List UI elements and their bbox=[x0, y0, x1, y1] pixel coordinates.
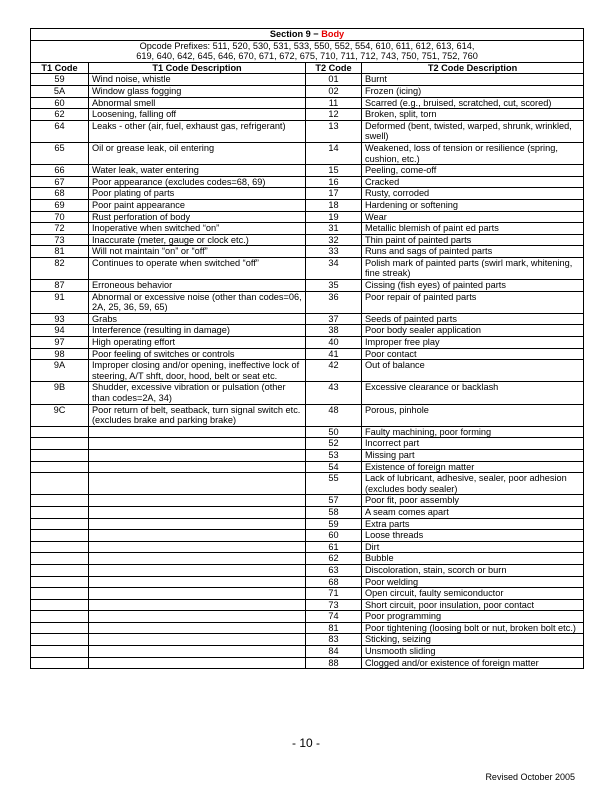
t2-description-cell: Discoloration, stain, scorch or burn bbox=[362, 564, 584, 576]
t1-description-cell: Continues to operate when switched “off” bbox=[89, 257, 306, 279]
table-row bbox=[31, 382, 584, 404]
table-row bbox=[31, 530, 584, 542]
t2-description-cell: Wear bbox=[362, 211, 584, 223]
table-row bbox=[31, 291, 584, 313]
t1-code-cell: 59 bbox=[31, 74, 89, 86]
t2-code-cell: 68 bbox=[306, 576, 362, 588]
t2-description-cell: Short circuit, poor insulation, poor contact bbox=[362, 599, 584, 611]
t2-code-cell: 61 bbox=[306, 541, 362, 553]
t1-code-cell bbox=[31, 646, 89, 658]
t1-description-cell: Loosening, falling off bbox=[89, 109, 306, 121]
t1-description-cell bbox=[89, 473, 306, 495]
t1-code-cell: 5A bbox=[31, 85, 89, 97]
table-row bbox=[31, 473, 584, 495]
table-row bbox=[31, 109, 584, 121]
t2-code-cell: 81 bbox=[306, 622, 362, 634]
table-row bbox=[31, 176, 584, 188]
t1-code-cell bbox=[31, 530, 89, 542]
table-row bbox=[31, 404, 584, 426]
section-name: Body bbox=[321, 29, 345, 39]
t2-description-cell: Extra parts bbox=[362, 518, 584, 530]
t1-description-cell bbox=[89, 461, 306, 473]
t1-description-cell: High operating effort bbox=[89, 337, 306, 349]
t2-code-cell: 02 bbox=[306, 85, 362, 97]
t1-code-cell bbox=[31, 564, 89, 576]
t2-description-cell: Open circuit, faulty semiconductor bbox=[362, 588, 584, 600]
table-row bbox=[31, 246, 584, 258]
t2-code-cell: 32 bbox=[306, 234, 362, 246]
t1-code-cell bbox=[31, 506, 89, 518]
t1-description-cell bbox=[89, 576, 306, 588]
table-row bbox=[31, 553, 584, 565]
t2-description-cell: Bubble bbox=[362, 553, 584, 565]
section-title-row bbox=[31, 29, 584, 41]
t2-description-cell: Loose threads bbox=[362, 530, 584, 542]
t1-description-cell: Grabs bbox=[89, 313, 306, 325]
t2-description-cell: A seam comes apart bbox=[362, 506, 584, 518]
t1-code-cell: 65 bbox=[31, 142, 89, 164]
table-row bbox=[31, 426, 584, 438]
t2-code-cell: 53 bbox=[306, 449, 362, 461]
header-row bbox=[31, 62, 584, 74]
t2-code-cell: 63 bbox=[306, 564, 362, 576]
t2-description-cell: Broken, split, torn bbox=[362, 109, 584, 121]
t2-code-cell: 17 bbox=[306, 188, 362, 200]
t2-code-cell: 58 bbox=[306, 506, 362, 518]
t1-code-cell bbox=[31, 518, 89, 530]
t2-description-cell: Unsmooth sliding bbox=[362, 646, 584, 658]
table-row bbox=[31, 85, 584, 97]
t2-code-cell: 54 bbox=[306, 461, 362, 473]
t1-code-cell bbox=[31, 426, 89, 438]
t1-description-cell bbox=[89, 634, 306, 646]
opcode-line-2: 619, 640, 642, 645, 646, 670, 671, 672, 675, 710, 711, 712, 743, 750, 751, 752, 760 bbox=[136, 51, 478, 62]
header-t2-code: T2 Code bbox=[306, 62, 362, 74]
t2-code-cell: 18 bbox=[306, 199, 362, 211]
t1-description-cell: Interference (resulting in damage) bbox=[89, 325, 306, 337]
t1-description-cell: Oil or grease leak, oil entering bbox=[89, 142, 306, 164]
t1-description-cell bbox=[89, 611, 306, 623]
t1-code-cell: 94 bbox=[31, 325, 89, 337]
t1-description-cell bbox=[89, 438, 306, 450]
t1-description-cell: Poor plating of parts bbox=[89, 188, 306, 200]
t2-code-cell: 84 bbox=[306, 646, 362, 658]
t1-description-cell: Leaks - other (air, fuel, exhaust gas, refrigerant) bbox=[89, 120, 306, 142]
table-row bbox=[31, 360, 584, 382]
t2-description-cell: Runs and sags of painted parts bbox=[362, 246, 584, 258]
header-t1-description: T1 Code Description bbox=[89, 62, 306, 74]
t1-description-cell bbox=[89, 622, 306, 634]
t1-description-cell bbox=[89, 495, 306, 507]
t2-code-cell: 38 bbox=[306, 325, 362, 337]
t1-description-cell: Abnormal or excessive noise (other than codes=06, 2A, 25, 36, 59, 65) bbox=[89, 291, 306, 313]
t1-description-cell bbox=[89, 599, 306, 611]
t2-code-cell: 71 bbox=[306, 588, 362, 600]
t2-description-cell: Missing part bbox=[362, 449, 584, 461]
t1-code-cell bbox=[31, 611, 89, 623]
t2-code-cell: 33 bbox=[306, 246, 362, 258]
section-title bbox=[31, 29, 584, 41]
header-t1-code: T1 Code bbox=[31, 62, 89, 74]
t2-code-cell: 13 bbox=[306, 120, 362, 142]
t1-description-cell: Shudder, excessive vibration or pulsation (other than codes=2A, 34) bbox=[89, 382, 306, 404]
t1-description-cell: Erroneous behavior bbox=[89, 280, 306, 292]
t2-code-cell: 12 bbox=[306, 109, 362, 121]
t2-description-cell: Poor programming bbox=[362, 611, 584, 623]
t2-description-cell: Peeling, come-off bbox=[362, 165, 584, 177]
t2-code-cell: 11 bbox=[306, 97, 362, 109]
t2-description-cell: Metallic blemish of paint ed parts bbox=[362, 223, 584, 235]
t1-code-cell bbox=[31, 599, 89, 611]
table-row bbox=[31, 622, 584, 634]
t1-description-cell bbox=[89, 530, 306, 542]
t2-code-cell: 01 bbox=[306, 74, 362, 86]
t1-code-cell: 66 bbox=[31, 165, 89, 177]
table-row bbox=[31, 634, 584, 646]
table-row bbox=[31, 348, 584, 360]
t1-description-cell bbox=[89, 426, 306, 438]
t1-description-cell bbox=[89, 449, 306, 461]
t2-code-cell: 34 bbox=[306, 257, 362, 279]
table-row bbox=[31, 576, 584, 588]
t1-description-cell: Poor feeling of switches or controls bbox=[89, 348, 306, 360]
t1-code-cell: 68 bbox=[31, 188, 89, 200]
t2-description-cell: Poor welding bbox=[362, 576, 584, 588]
table-row bbox=[31, 564, 584, 576]
t1-description-cell: Poor appearance (excludes codes=68, 69) bbox=[89, 176, 306, 188]
t2-description-cell: Poor body sealer application bbox=[362, 325, 584, 337]
t1-description-cell: Poor return of belt, seatback, turn signal switch etc. (excludes brake and parking brake) bbox=[89, 404, 306, 426]
table-row bbox=[31, 506, 584, 518]
t1-code-cell: 67 bbox=[31, 176, 89, 188]
t2-code-cell: 50 bbox=[306, 426, 362, 438]
t2-code-cell: 55 bbox=[306, 473, 362, 495]
t2-description-cell: Poor tightening (loosing bolt or nut, broken bolt etc.) bbox=[362, 622, 584, 634]
t1-code-cell: 70 bbox=[31, 211, 89, 223]
t2-code-cell: 73 bbox=[306, 599, 362, 611]
table-row bbox=[31, 257, 584, 279]
t1-code-cell bbox=[31, 541, 89, 553]
t1-code-cell: 81 bbox=[31, 246, 89, 258]
t2-description-cell: Thin paint of painted parts bbox=[362, 234, 584, 246]
t2-code-cell: 41 bbox=[306, 348, 362, 360]
table-row bbox=[31, 657, 584, 669]
t1-description-cell: Abnormal smell bbox=[89, 97, 306, 109]
t1-code-cell: 98 bbox=[31, 348, 89, 360]
t2-description-cell: Existence of foreign matter bbox=[362, 461, 584, 473]
t1-code-cell bbox=[31, 495, 89, 507]
t1-code-cell: 9B bbox=[31, 382, 89, 404]
t2-description-cell: Cracked bbox=[362, 176, 584, 188]
t2-code-cell: 37 bbox=[306, 313, 362, 325]
t1-code-cell bbox=[31, 449, 89, 461]
t1-description-cell bbox=[89, 657, 306, 669]
section-prefix: Section 9 − bbox=[269, 29, 322, 39]
t1-code-cell: 82 bbox=[31, 257, 89, 279]
t2-code-cell: 14 bbox=[306, 142, 362, 164]
t1-code-cell bbox=[31, 657, 89, 669]
t1-description-cell bbox=[89, 553, 306, 565]
table-row bbox=[31, 120, 584, 142]
table-row bbox=[31, 165, 584, 177]
t2-description-cell: Rusty, corroded bbox=[362, 188, 584, 200]
t2-description-cell: Dirt bbox=[362, 541, 584, 553]
table-row bbox=[31, 518, 584, 530]
table-row bbox=[31, 495, 584, 507]
t2-code-cell: 31 bbox=[306, 223, 362, 235]
t1-code-cell: 73 bbox=[31, 234, 89, 246]
t1-description-cell: Water leak, water entering bbox=[89, 165, 306, 177]
opcode-row bbox=[31, 40, 584, 62]
t1-description-cell: Inaccurate (meter, gauge or clock etc.) bbox=[89, 234, 306, 246]
t2-code-cell: 83 bbox=[306, 634, 362, 646]
page-number: - 10 - bbox=[291, 736, 320, 750]
t2-description-cell: Poor fit, poor assembly bbox=[362, 495, 584, 507]
table-row bbox=[31, 280, 584, 292]
t1-description-cell: Wind noise, whistle bbox=[89, 74, 306, 86]
t2-description-cell: Excessive clearance or backlash bbox=[362, 382, 584, 404]
t1-description-cell: Poor paint appearance bbox=[89, 199, 306, 211]
t1-code-cell: 64 bbox=[31, 120, 89, 142]
opcode-prefixes bbox=[31, 40, 584, 62]
t2-code-cell: 59 bbox=[306, 518, 362, 530]
t2-code-cell: 52 bbox=[306, 438, 362, 450]
t1-code-cell: 72 bbox=[31, 223, 89, 235]
t1-description-cell: Rust perforation of body bbox=[89, 211, 306, 223]
t1-description-cell bbox=[89, 564, 306, 576]
table-row bbox=[31, 313, 584, 325]
t2-code-cell: 60 bbox=[306, 530, 362, 542]
t2-code-cell: 19 bbox=[306, 211, 362, 223]
t2-code-cell: 43 bbox=[306, 382, 362, 404]
t1-code-cell: 97 bbox=[31, 337, 89, 349]
t1-description-cell bbox=[89, 541, 306, 553]
t2-code-cell: 88 bbox=[306, 657, 362, 669]
t2-code-cell: 15 bbox=[306, 165, 362, 177]
t2-description-cell: Weakened, loss of tension or resilience (spring, cushion, etc.) bbox=[362, 142, 584, 164]
t2-description-cell: Porous, pinhole bbox=[362, 404, 584, 426]
t2-description-cell: Burnt bbox=[362, 74, 584, 86]
t1-code-cell bbox=[31, 461, 89, 473]
t2-description-cell: Deformed (bent, twisted, warped, shrunk, wrinkled, swell) bbox=[362, 120, 584, 142]
revision-note: Revised October 2005 bbox=[485, 772, 575, 782]
table-row bbox=[31, 611, 584, 623]
table-row bbox=[31, 188, 584, 200]
t2-description-cell: Hardening or softening bbox=[362, 199, 584, 211]
table-row bbox=[31, 438, 584, 450]
t1-description-cell: Will not maintain “on” or “off” bbox=[89, 246, 306, 258]
table-row bbox=[31, 223, 584, 235]
t1-code-cell bbox=[31, 588, 89, 600]
table-row bbox=[31, 142, 584, 164]
t1-code-cell: 62 bbox=[31, 109, 89, 121]
table-row bbox=[31, 211, 584, 223]
t2-code-cell: 57 bbox=[306, 495, 362, 507]
t1-code-cell: 60 bbox=[31, 97, 89, 109]
t1-code-cell bbox=[31, 576, 89, 588]
t2-description-cell: Poor contact bbox=[362, 348, 584, 360]
table-row bbox=[31, 234, 584, 246]
t2-code-cell: 62 bbox=[306, 553, 362, 565]
t2-description-cell: Clogged and/or existence of foreign matter bbox=[362, 657, 584, 669]
t2-description-cell: Poor repair of painted parts bbox=[362, 291, 584, 313]
t2-code-cell: 40 bbox=[306, 337, 362, 349]
t2-description-cell: Polish mark of painted parts (swirl mark, whitening, fine streak) bbox=[362, 257, 584, 279]
t1-code-cell: 91 bbox=[31, 291, 89, 313]
table-row bbox=[31, 337, 584, 349]
t2-code-cell: 48 bbox=[306, 404, 362, 426]
t1-code-cell bbox=[31, 438, 89, 450]
t2-code-cell: 36 bbox=[306, 291, 362, 313]
t1-description-cell bbox=[89, 646, 306, 658]
t2-code-cell: 74 bbox=[306, 611, 362, 623]
t1-code-cell bbox=[31, 634, 89, 646]
table-row bbox=[31, 74, 584, 86]
t1-code-cell bbox=[31, 553, 89, 565]
table-row bbox=[31, 646, 584, 658]
t2-code-cell: 42 bbox=[306, 360, 362, 382]
header-t2-description: T2 Code Description bbox=[362, 62, 584, 74]
t2-description-cell: Improper free play bbox=[362, 337, 584, 349]
table-row bbox=[31, 588, 584, 600]
t2-description-cell: Cissing (fish eyes) of painted parts bbox=[362, 280, 584, 292]
t1-code-cell: 93 bbox=[31, 313, 89, 325]
t1-description-cell: Inoperative when switched “on” bbox=[89, 223, 306, 235]
t2-description-cell: Lack of lubricant, adhesive, sealer, poor adhesion (excludes body sealer) bbox=[362, 473, 584, 495]
t1-code-cell: 87 bbox=[31, 280, 89, 292]
t2-description-cell: Seeds of painted parts bbox=[362, 313, 584, 325]
table-row bbox=[31, 461, 584, 473]
table-row bbox=[31, 599, 584, 611]
table-row bbox=[31, 97, 584, 109]
table-row bbox=[31, 541, 584, 553]
t1-code-cell: 69 bbox=[31, 199, 89, 211]
t1-description-cell: Improper closing and/or opening, ineffective lock of steering, A/T shft, door, hood, belt or seat etc. bbox=[89, 360, 306, 382]
t2-description-cell: Faulty machining, poor forming bbox=[362, 426, 584, 438]
t1-code-cell: 9A bbox=[31, 360, 89, 382]
t2-description-cell: Scarred (e.g., bruised, scratched, cut, scored) bbox=[362, 97, 584, 109]
t2-description-cell: Out of balance bbox=[362, 360, 584, 382]
t2-description-cell: Incorrect part bbox=[362, 438, 584, 450]
table-row bbox=[31, 449, 584, 461]
t1-code-cell: 9C bbox=[31, 404, 89, 426]
t2-code-cell: 35 bbox=[306, 280, 362, 292]
table-row bbox=[31, 199, 584, 211]
t2-description-cell: Sticking, seizing bbox=[362, 634, 584, 646]
t1-description-cell bbox=[89, 588, 306, 600]
code-table bbox=[30, 28, 584, 669]
t1-description-cell: Window glass fogging bbox=[89, 85, 306, 97]
t2-code-cell: 16 bbox=[306, 176, 362, 188]
t1-code-cell bbox=[31, 473, 89, 495]
t1-description-cell bbox=[89, 518, 306, 530]
t1-code-cell bbox=[31, 622, 89, 634]
table-row bbox=[31, 325, 584, 337]
opcode-line-1: Opcode Prefixes: 511, 520, 530, 531, 533, 550, 552, 554, 610, 611, 612, 613, 614, bbox=[139, 40, 475, 51]
t1-description-cell bbox=[89, 506, 306, 518]
t2-description-cell: Frozen (icing) bbox=[362, 85, 584, 97]
